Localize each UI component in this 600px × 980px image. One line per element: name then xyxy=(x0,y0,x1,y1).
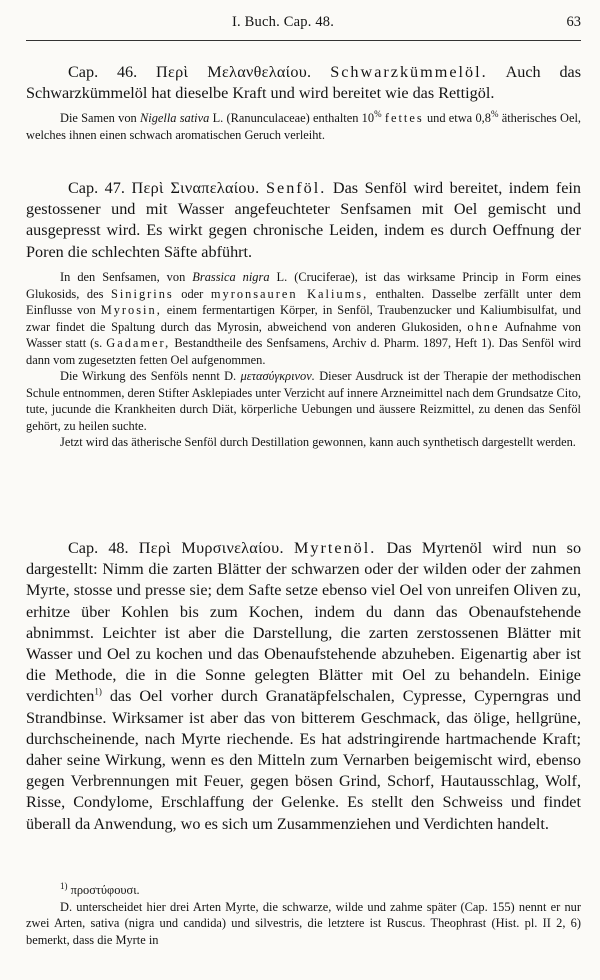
cap46-note-text: ätherisches Oel, welches ihnen einen schwach aromatischen Geruch verleiht. xyxy=(26,111,581,142)
note-species: Brassica nigra xyxy=(192,270,270,284)
percent-mark: % xyxy=(374,108,382,119)
cap46-section xyxy=(26,62,581,104)
note-greek: μετασύγκρινον. xyxy=(240,369,315,383)
page-number: 63 xyxy=(566,14,581,30)
cap46-note-paragraph xyxy=(26,110,581,143)
cap47-note-2 xyxy=(26,368,581,434)
cap46-note-species: Nigella sativa xyxy=(139,111,210,125)
footnote-mark: 1) xyxy=(60,880,68,891)
cap47-title: Senföl. xyxy=(266,179,327,197)
book-page xyxy=(26,0,581,980)
note-emph: Myrosin, xyxy=(100,303,162,317)
cap46-greek-title: Περὶ Μελανθελαίου. xyxy=(156,63,312,81)
cap46-paragraph xyxy=(26,62,581,104)
cap48-number: Cap. 48. xyxy=(68,539,129,557)
cap48-greek-title: Περὶ Μυρσινελαίου. xyxy=(138,539,284,557)
cap48-footnotes xyxy=(26,882,581,948)
note-emph: myronsauren Kaliums, xyxy=(210,286,369,301)
cap47-notes xyxy=(26,269,581,451)
note-text: enthalten. Dasselbe zerfällt unter dem Einflusse von xyxy=(26,286,581,317)
cap47-greek-title: Περὶ Σιναπελαίου. xyxy=(131,179,260,197)
note-text: einem fermentartigen Körper, in Senföl, Traubenzucker und Kaliumbisulfat, und zwar findet die Spaltung durch das Myrosin, abweichend von anderen Glukosiden, xyxy=(26,303,581,334)
note-text: L. (Cruciferae), ist das wirksame Princip in Form eines Glukosids, des xyxy=(26,270,581,301)
footnote-ref: 1) xyxy=(94,687,102,698)
running-header xyxy=(26,14,581,34)
cap46-note-text: Die Samen von xyxy=(60,111,137,125)
cap47-section xyxy=(26,178,581,263)
note-emph: ohne xyxy=(467,319,500,334)
cap46-text: Auch das Schwarzkümmelöl hat dieselbe Kraft und wird bereitet wie das Rettigöl. xyxy=(26,63,582,103)
note-text: Aufnahme von Wasser statt (s. xyxy=(26,319,581,350)
cap47-paragraph xyxy=(26,178,581,263)
cap46-number: Cap. 46. xyxy=(68,63,138,81)
percent-mark: % xyxy=(490,108,499,119)
note-emph: Sinigrins xyxy=(110,286,174,301)
cap47-note-3: Jetzt wird das ätherische Senföl durch Destillation gewonnen, kann auch synthetisch dargestellt werden. xyxy=(60,435,576,449)
note-text: oder xyxy=(181,286,204,301)
footnote-1 xyxy=(26,882,581,899)
cap48-note: D. unterscheidet hier drei Arten Myrte, die schwarze, wilde und zahme später (Cap. 155) nennt er nur zwei Arten, sativa (nigra und candida) und silvestris, die letztere ist Ruscus. Theophrast (Hist. pl. II 2, 6) bemerkt, dass die Myrte in xyxy=(26,899,581,947)
cap46-note-emph: fettes xyxy=(384,111,424,125)
cap46-note xyxy=(26,110,581,143)
cap47-number: Cap. 47. xyxy=(68,179,125,197)
cap46-note-text: L. (Ranunculaceae) enthalten 10 xyxy=(212,111,375,125)
running-header-chapter: I. Buch. Cap. 48. xyxy=(232,14,335,30)
cap46-title: Schwarzkümmelöl. xyxy=(330,63,488,81)
cap48-text: das Oel vorher durch Granatäpfelschalen, Cypresse, Cyperngras und Strandbinse. Wirksamer ist aber das von bitterem Geschmack, das ölige, hellgrüne, durchscheinende, nach Myrte riechende. Es hat adstringirende hartmachende Kraft; daher seine Wirkung, wenn es den Mitteln zum Vernarben beigemischt wird, ebenso gegen Verbrennungen mit Feuer, gegen bösen Grind, Schorf, Hautausschlag, Wolf, Risse, Condylome, Erschlaffung der Gelenke. Es stellt den Schweiss und findet überall da Anwendung, wo es sich um Zusammenziehen und Verdichten handelt. xyxy=(26,687,582,833)
cap48-text: Das Myrtenöl wird nun so dargestellt: Nimm die zarten Blätter der schwarzen oder der wilden oder der zahmen Myrte, stosse und presse sie; dem Safte setze ebenso viel Oel von unreifen Oliven zu, erhitze über Kohlen bis zum Kochen, indem du dann das Obenaufstehende abnimmst. Leichter ist aber die Darstellung, die zarten zerstossenen Blätter mit Wasser und Oel zu kochen und das Obenaufstehende abzuheben. Eigenartig aber ist die Methode, die in die Sonne gelegten Blätter mit Oel zu behandeln. Einige verdichten xyxy=(26,539,582,706)
note-text: Die Wirkung des Senföls nennt D. xyxy=(60,369,237,383)
cap47-text: Das Senföl wird bereitet, indem fein gestossener und mit Wasser angefeuchteter Senfsamen mit Oel gemischt und ausgepresst wird. Es wirkt gegen chronische Leiden, indem es durch Oeffnung der Poren die schlechten Säfte abführt. xyxy=(26,179,581,261)
note-text: Dieser Ausdruck ist der Therapie der methodischen Schule entnommen, deren Stifter Asklepiades unter Verzicht auf innere Arzneimittel nach dem Grundsatze Cito, tute, jucunde die Krankheiten durch Diät, körperliche Uebungen und äussere Reizmittel, zu denen das Senföl gehört, zu heilen suchte. xyxy=(26,369,582,433)
note-author: Gadamer, xyxy=(106,336,171,350)
cap48-paragraph xyxy=(26,538,581,835)
footnote-greek: προστύφουσι. xyxy=(70,883,140,897)
note-text: Bestandtheile des Senfsamens, Archiv d. Pharm. 1897, Heft 1). Das Senföl wird dann vom zugesetzten fetten Oel aufgenommen. xyxy=(26,336,581,367)
cap46-note-text: und etwa 0,8 xyxy=(426,111,491,125)
cap48-section xyxy=(26,538,581,835)
cap48-title: Myrtenöl. xyxy=(294,539,377,557)
note-text: In den Senfsamen, von xyxy=(60,270,186,284)
header-rule xyxy=(26,40,581,41)
cap47-note-1 xyxy=(26,269,581,368)
